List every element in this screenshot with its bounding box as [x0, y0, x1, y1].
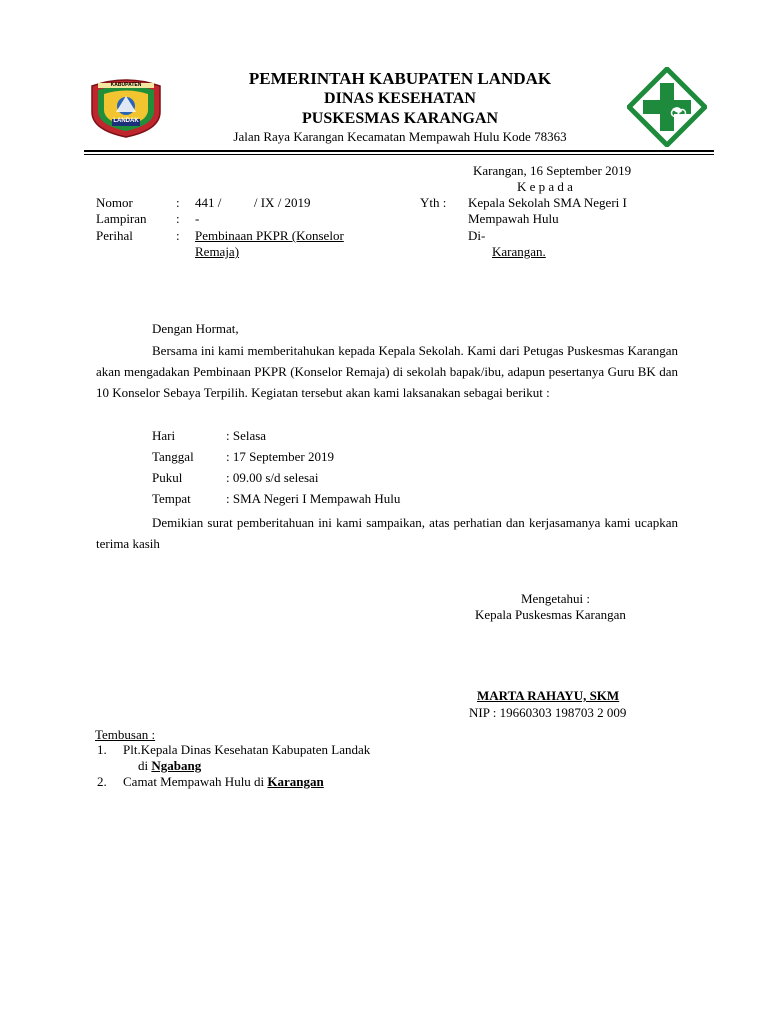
header-government: PEMERINTAH KABUPATEN LANDAK — [248, 69, 552, 88]
signature-nip: NIP : 19660303 198703 2 009 — [469, 705, 627, 720]
yth-label: Yth : — [420, 195, 447, 210]
recipient-line2: Mempawah Hulu — [468, 211, 559, 226]
tembusan-item2-number: 2. — [97, 774, 107, 789]
perihal-label: Perihal — [96, 228, 133, 243]
lampiran-value: - — [195, 211, 200, 226]
lampiran-label: Lampiran — [96, 211, 147, 226]
tembusan-item2-text — [123, 774, 324, 790]
lampiran-colon: : — [176, 211, 180, 226]
schedule-pukul-value: : 09.00 s/d selesai — [226, 470, 319, 485]
tembusan-item2-prefix: Camat Mempawah Hulu di — [123, 774, 268, 789]
tembusan-item2-place: Karangan — [267, 774, 324, 789]
closing-paragraph: Demikian surat pemberitahuan ini kami sampaikan, atas perhatian dan kerjasamanya kami ucapkan terima kasih — [96, 515, 678, 551]
perihal-value-line1: Pembinaan PKPR (Konselor — [195, 228, 344, 243]
body-paragraph: Bersama ini kami memberitahukan kepada Kepala Sekolah. Kami dari Petugas Puskesmas Karangan akan mengadakan Pembinaan PKPR (Konselor Remaja) di sekolah bapak/ibu, adapun pesertanya Guru BK dan 10 Konselor Sebaya Terpilih. Kegiatan tersebut akan kami laksanakan sebagai berikut : — [96, 343, 678, 400]
puskesmas-logo — [627, 67, 707, 147]
emblem-top-text: KABUPATEN — [110, 82, 142, 88]
tembusan-item1-place: Ngabang — [151, 758, 202, 773]
signature-title: Kepala Puskesmas Karangan — [475, 607, 626, 622]
header-address: Jalan Raya Karangan Kecamatan Mempawah Hulu Kode 78363 — [233, 129, 567, 144]
kabupaten-landak-emblem — [86, 76, 166, 138]
tembusan-label: Tembusan : — [95, 727, 156, 742]
schedule-pukul-label: Pukul — [152, 470, 183, 485]
recipient-line4: Karangan. — [492, 244, 546, 259]
recipient-line1: Kepala Sekolah SMA Negeri I — [468, 195, 627, 210]
tembusan-item1-number: 1. — [97, 742, 107, 757]
tembusan-item1-text: Plt.Kepala Dinas Kesehatan Kabupaten Landak — [123, 742, 371, 757]
nomor-colon: : — [176, 195, 180, 210]
signature-name: MARTA RAHAYU, SKM — [477, 688, 620, 703]
nomor-value: 441 / / IX / 2019 — [195, 195, 311, 210]
emblem-bottom-text: LANDAK — [113, 118, 139, 124]
schedule-tempat-label: Tempat — [152, 491, 191, 506]
kepada-label: K e p a d a — [517, 179, 573, 194]
signature-mengetahui: Mengetahui : — [521, 591, 590, 606]
letter-date: Karangan, 16 September 2019 — [473, 163, 632, 178]
header-department: DINAS KESEHATAN — [324, 90, 476, 107]
recipient-line3: Di- — [468, 228, 486, 243]
tembusan-item1-prefix: di — [138, 758, 152, 773]
salutation: Dengan Hormat, — [152, 321, 239, 336]
tembusan-item1-sub — [138, 758, 201, 774]
schedule-hari-value: : Selasa — [226, 428, 267, 443]
schedule-tanggal-label: Tanggal — [152, 449, 194, 464]
letterhead-rule-thin — [84, 154, 714, 155]
header-puskesmas: PUSKESMAS KARANGAN — [301, 110, 498, 127]
nomor-label: Nomor — [96, 195, 133, 210]
schedule-hari-label: Hari — [152, 428, 176, 443]
perihal-colon: : — [176, 228, 180, 243]
perihal-value-line2: Remaja) — [195, 244, 240, 259]
schedule-tanggal-value: : 17 September 2019 — [226, 449, 334, 464]
schedule-tempat-value: : SMA Negeri I Mempawah Hulu — [226, 491, 401, 506]
letterhead-rule-thick — [84, 150, 714, 152]
